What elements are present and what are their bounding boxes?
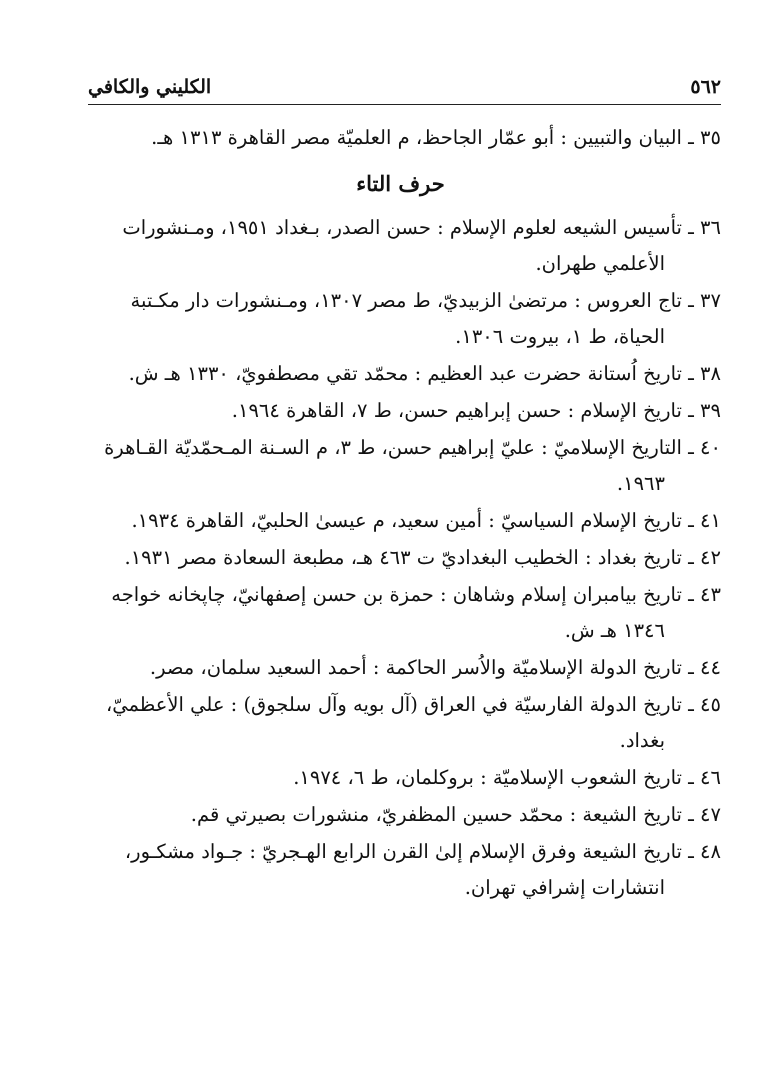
entry-continuation: الحياة، ط ١، بيروت ١٣٠٦. (455, 325, 665, 348)
entry-line: ٣٨ ـ تاريخ اُستانة حضرت عبد العظيم : محمّد تقي مصطفويّ، ١٣٣٠ هـ ش. (128, 362, 721, 385)
entry-line: ٤٤ ـ تاريخ الدولة الإسلاميّة والاُسر الحاكمة : أحمد السعيد سلمان، مصر. (149, 656, 721, 679)
entry-continuation: الأعلمي طهران. (535, 252, 665, 275)
entry-line: ٣٩ ـ تاريخ الإسلام : حسن إبراهيم حسن، ط ٧، القاهرة ١٩٦٤. (231, 399, 721, 422)
bibliography-entry (80, 760, 721, 796)
entry-continuation: بغداد. (619, 729, 665, 752)
entry-line: ٤١ ـ تاريخ الإسلام السياسيّ : أمين سعيد، م عيسىٰ الحلبيّ، القاهرة ١٩٣٤. (131, 509, 721, 532)
entry-line: ٤٦ ـ تاريخ الشعوب الإسلاميّة : بروكلمان، ط ٦، ١٩٧٤. (293, 766, 721, 789)
entry-line: ٣٥ ـ البيان والتبيين : أبو عمّار الجاحظ، م العلميّة مصر القاهرة ١٣١٣ هـ. (151, 126, 721, 149)
bibliography-entry (80, 687, 721, 759)
bibliography-entry (80, 540, 721, 576)
entry-line: ٤٢ ـ تاريخ بغداد : الخطيب البغداديّ ت ٤٦٣ هـ، مطبعة السعادة مصر ١٩٣١. (124, 546, 721, 569)
entry-line: ٤٨ ـ تاريخ الشيعة وفرق الإسلام إلىٰ القرن الرابع الهـجريّ : جـواد مشكـور، (124, 840, 721, 863)
entry-line: ٤٧ ـ تاريخ الشيعة : محمّد حسين المظفريّ، منشورات بصيرتي قم. (190, 803, 721, 826)
section-heading: حرف التاء (356, 171, 445, 196)
entry-line: ٣٦ ـ تأسيس الشيعه لعلوم الإسلام : حسن الصدر، بـغداد ١٩٥١، ومـنشورات (122, 216, 721, 239)
bibliography-entry (80, 834, 721, 906)
header-rule (88, 104, 721, 105)
entry-line: ٤٠ ـ التاريخ الإسلاميّ : عليّ إبراهيم حسن، ط ٣، م السـنة المـحمّديّة القـاهرة (104, 436, 721, 459)
bibliography-entry (80, 650, 721, 686)
bibliography-entry (80, 120, 721, 156)
running-title: الكليني والكافي (88, 76, 212, 98)
bibliography-entry (80, 210, 721, 282)
entry-line: ٤٥ ـ تاريخ الدولة الفارسيّة في العراق (آل بويه وآل سلجوق) : علي الأعظميّ، (105, 693, 721, 716)
page-header (88, 68, 721, 98)
bibliography-entry (80, 283, 721, 355)
entry-continuation: ١٩٦٣. (616, 472, 665, 495)
bibliography-entry (80, 577, 721, 649)
page-number: ٥٦٢ (690, 76, 721, 98)
bibliography-entry (80, 393, 721, 429)
entry-continuation: انتشارات إشرافي تهران. (464, 876, 665, 899)
bibliography-entry (80, 797, 721, 833)
bibliography-body (80, 120, 721, 907)
bibliography-entry (80, 503, 721, 539)
bibliography-entry (80, 430, 721, 502)
entry-continuation: ١٣٤٦ هـ ش. (564, 619, 665, 642)
entry-line: ٣٧ ـ تاج العروس : مرتضىٰ الزبيديّ، ط مصر ١٣٠٧، ومـنشورات دار مكـتبة (130, 289, 721, 312)
bibliography-entry (80, 356, 721, 392)
entry-line: ٤٣ ـ تاريخ بيامبران إسلام وشاهان : حمزة بن حسن إصفهانيّ، چاپخانه خواجه (111, 583, 721, 606)
